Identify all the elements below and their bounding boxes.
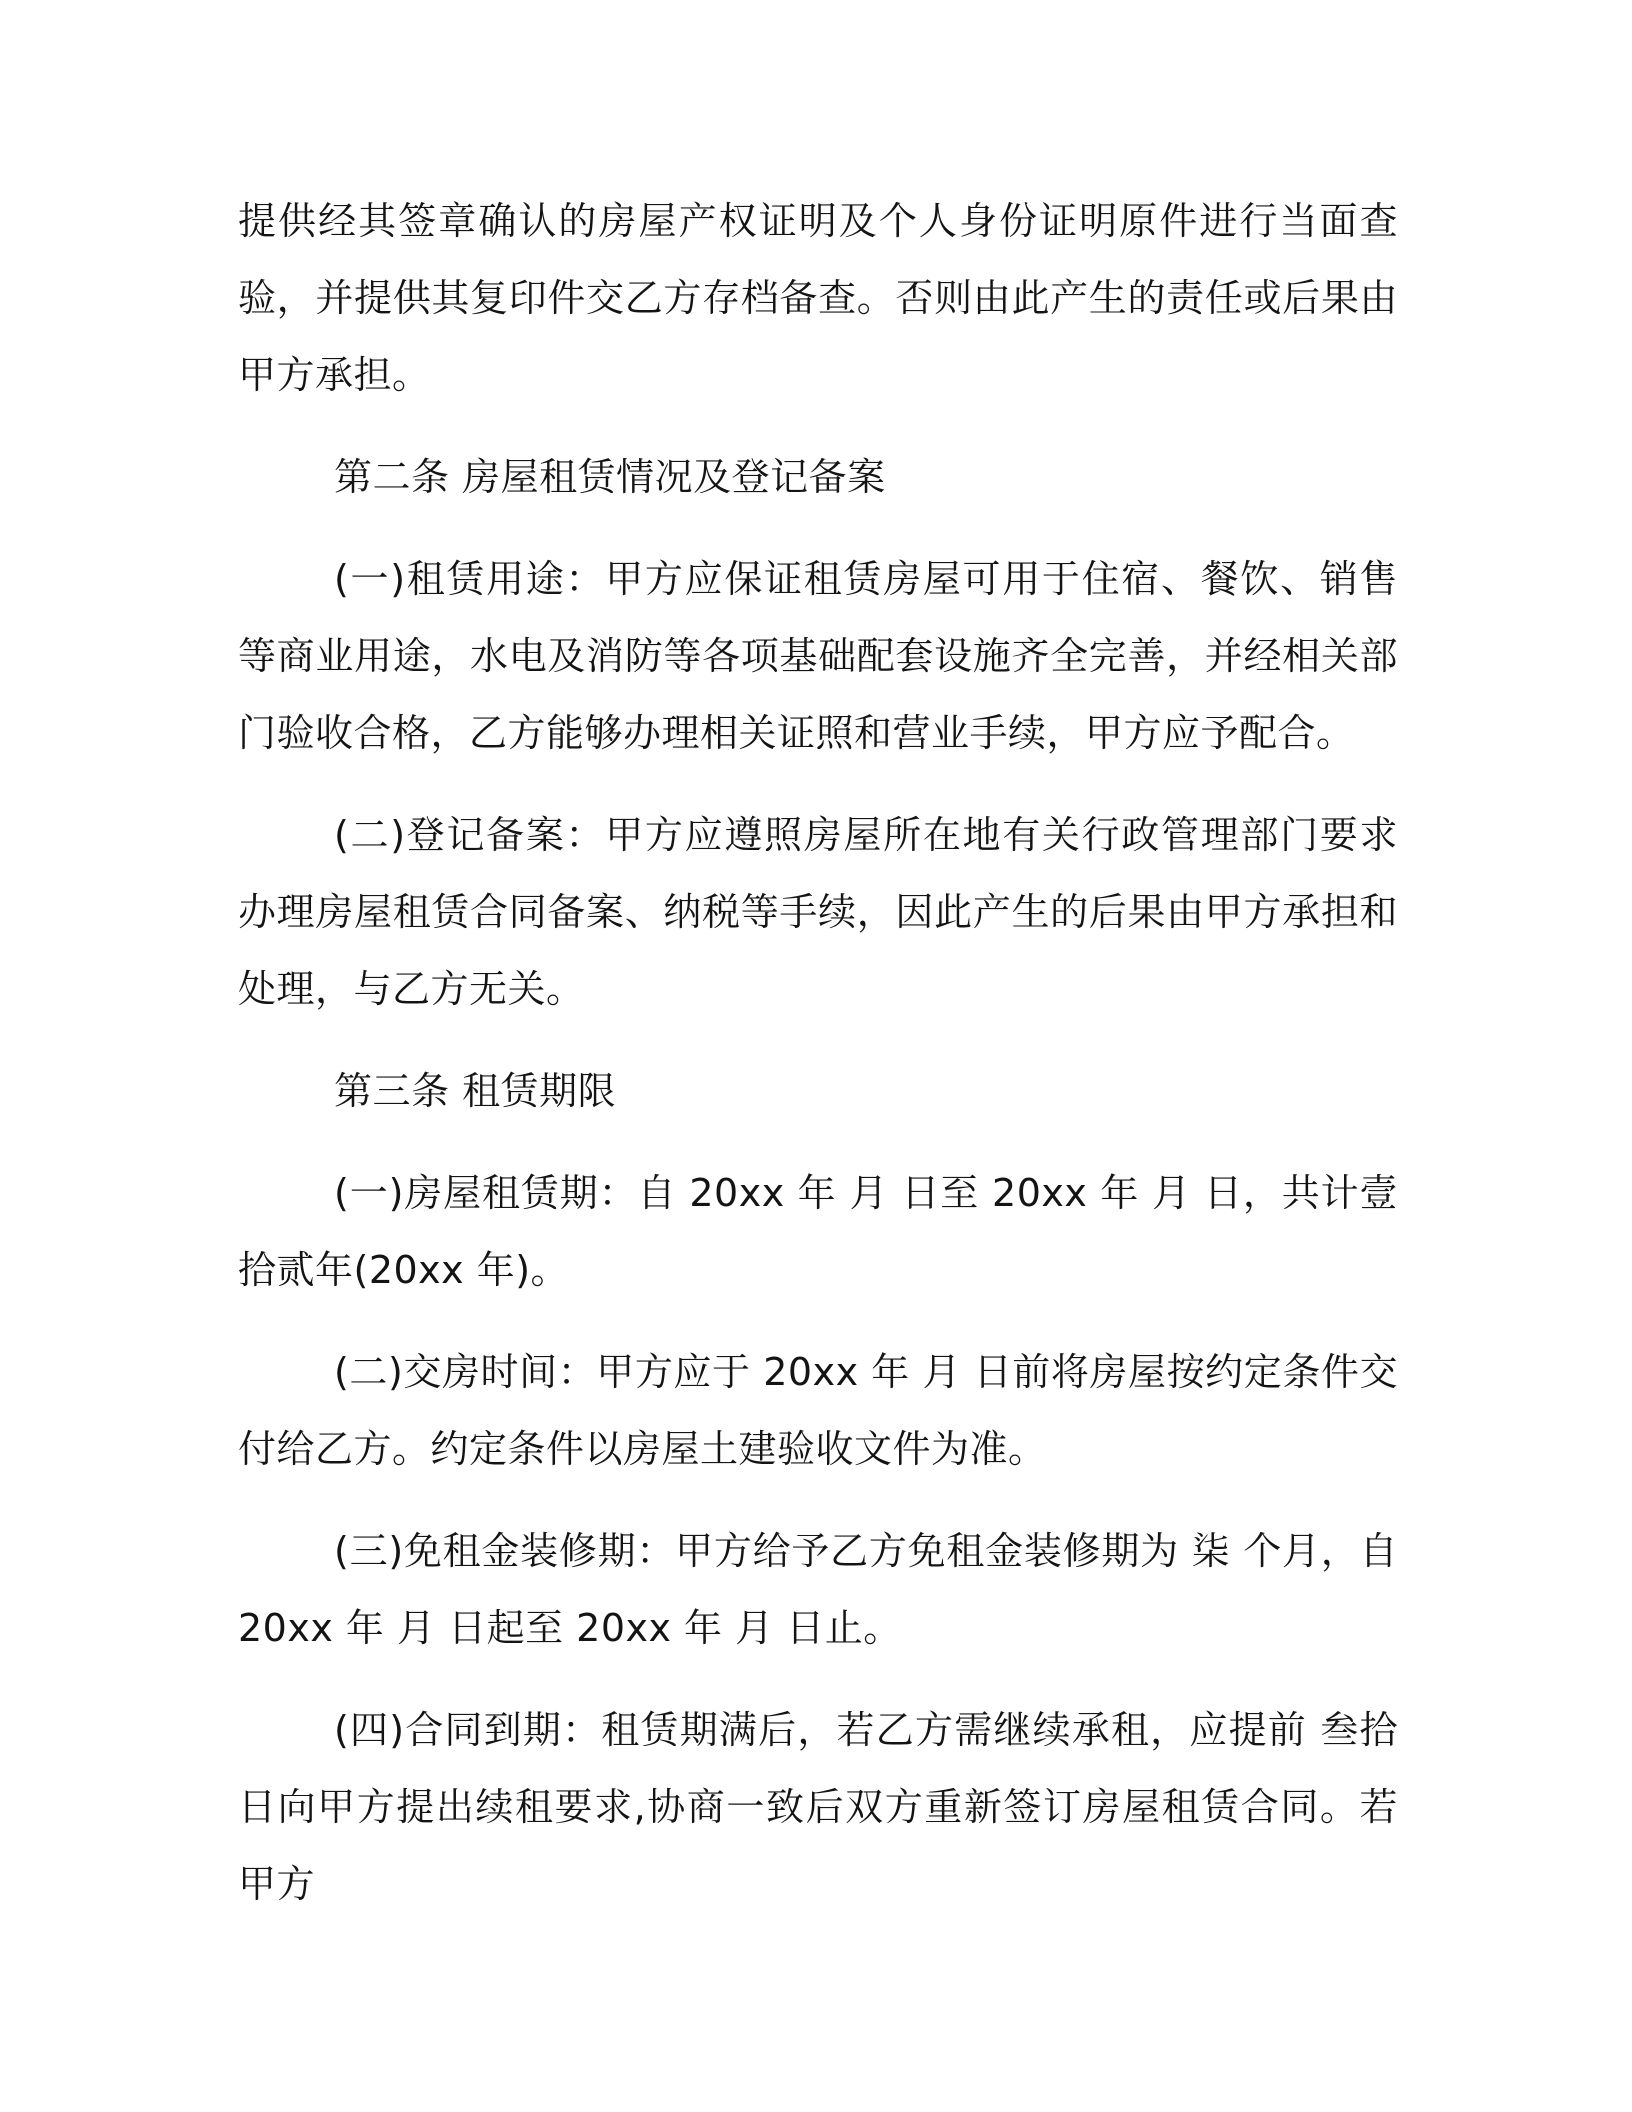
document-body <box>238 183 1398 1923</box>
paragraph-lease-purpose: (一)租赁用途：甲方应保证租赁房屋可用于住宿、餐饮、销售等商业用途，水电及消防等各项基础配套设施齐全完善，并经相关部门验收合格，乙方能够办理相关证照和营业手续，甲方应予配合。 <box>238 557 1398 755</box>
paragraph-handover-time: (二)交房时间：甲方应于 20xx 年 月 日前将房屋按约定条件交付给乙方。约定条件以房屋土建验收文件为准。 <box>238 1350 1398 1471</box>
paragraph-registration-filing: (二)登记备案：甲方应遵照房屋所在地有关行政管理部门要求办理房屋租赁合同备案、纳税等手续，因此产生的后果由甲方承担和处理，与乙方无关。 <box>238 813 1398 1011</box>
article-3-heading: 第三条 租赁期限 <box>334 1069 617 1113</box>
paragraph-rent-free-period: (三)免租金装修期：甲方给予乙方免租金装修期为 柒 个月，自 20xx 年 月 日起至 20xx 年 月 日止。 <box>238 1529 1398 1650</box>
paragraph-lease-term: (一)房屋租赁期：自 20xx 年 月 日至 20xx 年 月 日，共计壹拾贰年(20xx 年)。 <box>238 1171 1398 1292</box>
paragraph-contract-expiry: (四)合同到期：租赁期满后，若乙方需继续承租，应提前 叁拾 日向甲方提出续租要求,协商一致后双方重新签订房屋租赁合同。若甲方 <box>238 1708 1398 1906</box>
paragraph-property-verification: 提供经其签章确认的房屋产权证明及个人身份证明原件进行当面查验，并提供其复印件交乙方存档备查。否则由此产生的责任或后果由甲方承担。 <box>238 199 1398 397</box>
article-2-heading: 第二条 房屋租赁情况及登记备案 <box>334 455 886 499</box>
